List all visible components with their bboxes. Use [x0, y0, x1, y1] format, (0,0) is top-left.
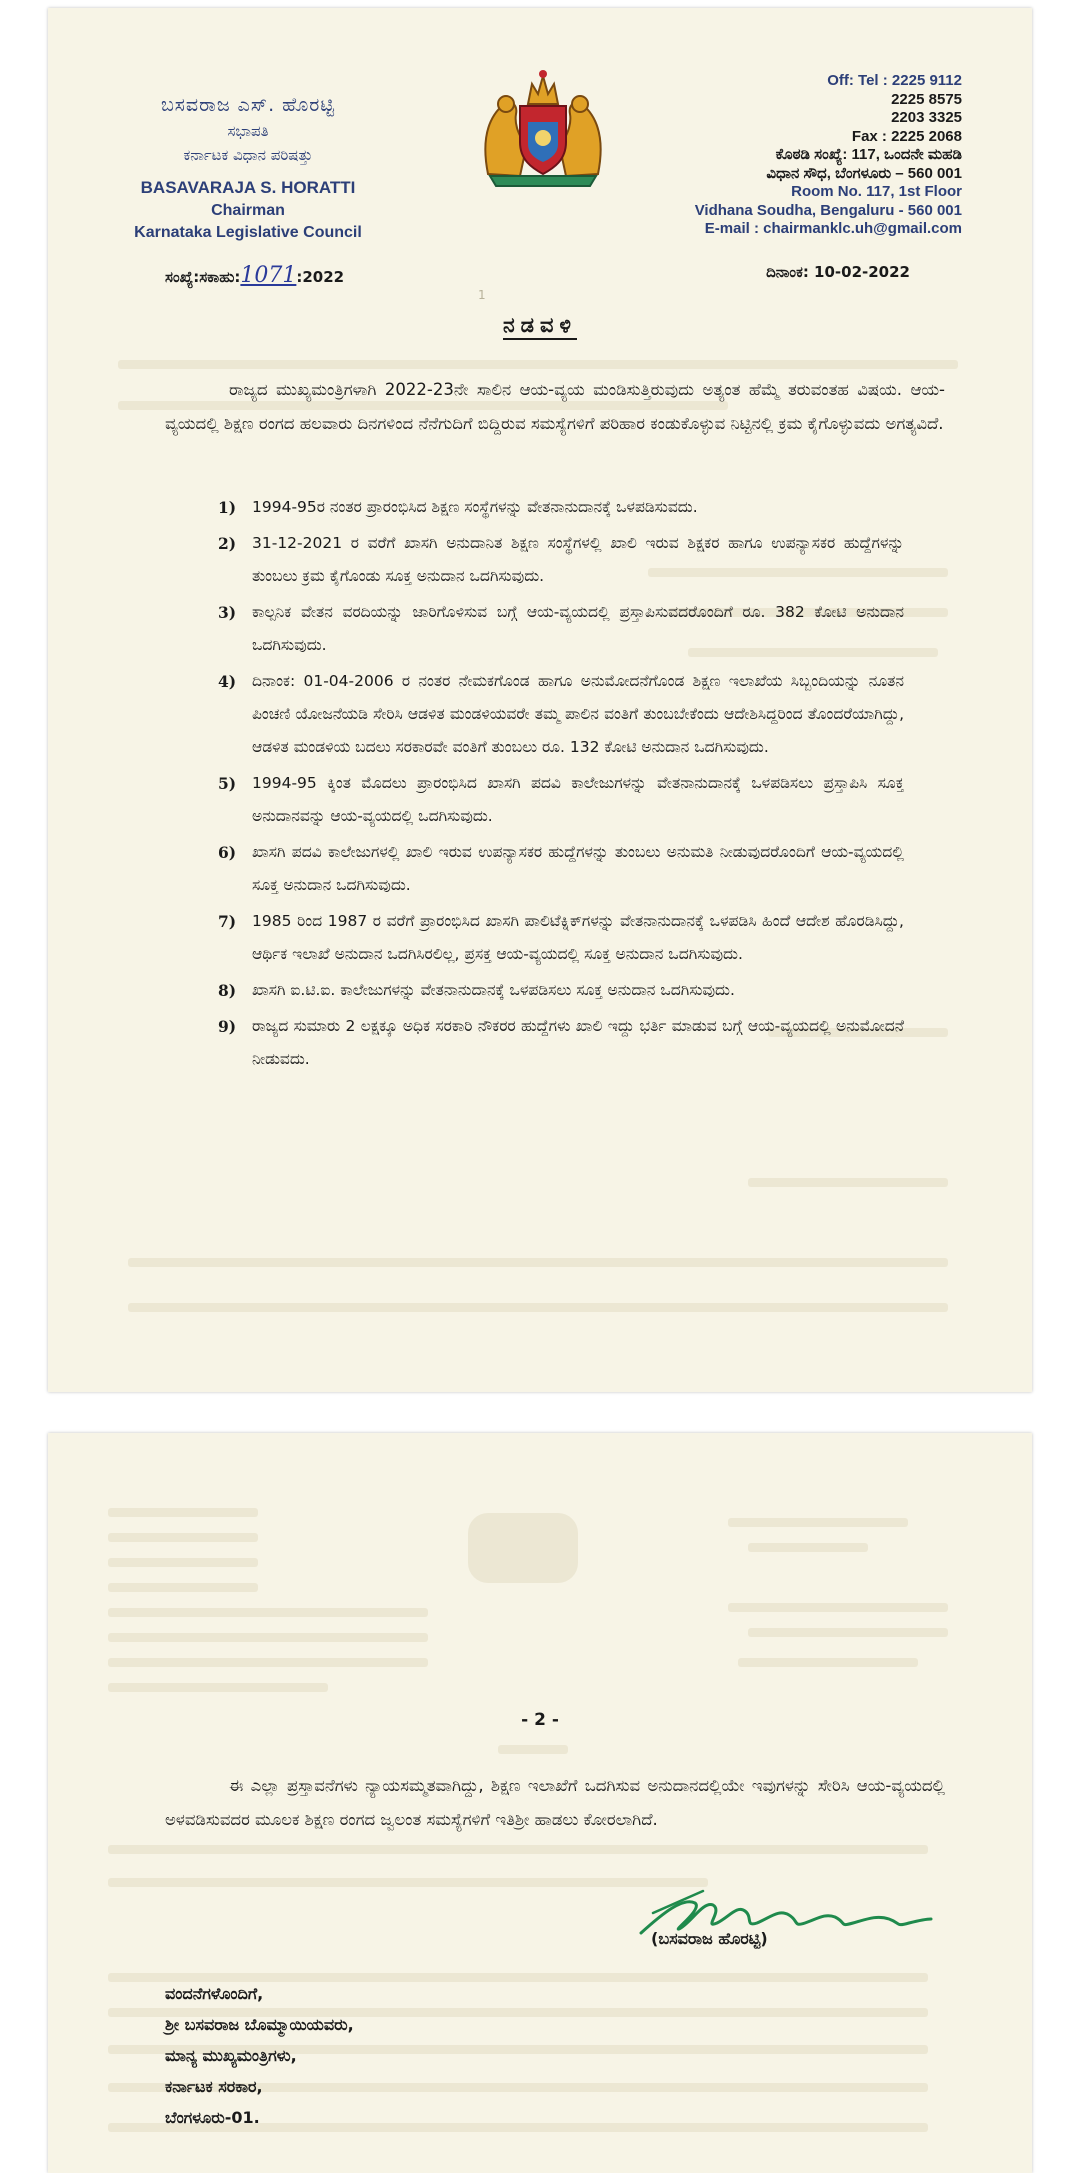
letterhead-org-kn: ಕರ್ನಾಟಕ ವಿಧಾನ ಪರಿಷತ್ತು	[183, 146, 313, 164]
office-telephone-2: 2225 8575	[891, 90, 962, 108]
page-number-1: 1	[478, 288, 486, 302]
list-item	[218, 905, 904, 971]
page-number-2: - 2 -	[521, 1710, 559, 1730]
room-en: Room No. 117, 1st Floor	[791, 183, 962, 200]
letterhead-name-en: BASAVARAJA S. HORATTI	[140, 178, 356, 197]
list-item-text: 1994-95ರ ನಂತರ ಪ್ರಾರಂಭಿಸಿದ ಶಿಕ್ಷಣ ಸಂಸ್ಥೆಗಳನ್ನು ವೇತನಾನುದಾನಕ್ಕೆ ಒಳಪಡಿಸುವದು.	[252, 498, 698, 516]
list-item-text: ರಾಜ್ಯದ ಸುಮಾರು 2 ಲಕ್ಷಕ್ಕೂ ಅಧಿಕ ಸರಕಾರಿ ನೌಕರರ ಹುದ್ದೆಗಳು ಖಾಲಿ ಇದ್ದು ಭರ್ತಿ ಮಾಡುವ ಬಗ್ಗೆ ಆಯ-ವ್ಯಯದಲ್ಲಿ ಅನುಮೋದನೆ ನೀಡುವದು.	[252, 1017, 904, 1068]
office-telephone-3: 2203 3325	[891, 109, 962, 126]
demand-list	[218, 491, 904, 1079]
letter-page-2	[48, 1433, 1032, 2173]
list-item-text: 1994-95 ಕ್ಕಿಂತ ಮೊದಲು ಪ್ರಾರಂಭಿಸಿದ ಖಾಸಗಿ ಪದವಿ ಕಾಲೇಜುಗಳನ್ನು ವೇತನಾನುದಾನಕ್ಕೆ ಒಳಪಡಿಸಲು ಪ್ರಸ್ತಾಪಿಸಿ ಸೂಕ್ತ ಅನುದಾನವನ್ನು ಆಯ-ವ್ಯಯದಲ್ಲಿ ಒದಗಿಸುವುದು.	[252, 774, 904, 825]
list-item	[218, 596, 904, 662]
reference-date: ದಿನಾಂಕ: 10-02-2022	[766, 263, 910, 281]
addressee-line: ಮಾನ್ಯ ಮುಖ್ಯಮಂತ್ರಿಗಳು,	[165, 2046, 297, 2065]
list-item-number: 6)	[218, 843, 237, 862]
list-item-number: 9)	[218, 1017, 237, 1036]
list-item	[218, 491, 904, 524]
list-item	[218, 974, 904, 1007]
addressee-line: ಶ್ರೀ ಬಸವರಾಜ ಬೊಮ್ಮಾಯಿಯವರು,	[165, 2015, 354, 2034]
list-item-number: 2)	[218, 534, 237, 553]
list-item-number: 1)	[218, 498, 237, 517]
closing-paragraph: ಈ ಎಲ್ಲಾ ಪ್ರಸ್ತಾವನೆಗಳು ನ್ಯಾಯಸಮ್ಮತವಾಗಿದ್ದು, ಶಿಕ್ಷಣ ಇಲಾಖೆಗೆ ಒದಗಿಸುವ ಅನುದಾನದಲ್ಲಿಯೇ ಇವುಗಳನ್ನು ಸೇರಿಸಿ ಆಯ-ವ್ಯಯದಲ್ಲಿ ಅಳವಡಿಸುವದರ ಮೂಲಕ ಶಿಕ್ಷಣ ರಂಗದ ಜ್ವಲಂತ ಸಮಸ್ಯೆಗಳಿಗೆ ಇತಿಶ್ರೀ ಹಾಡಲು ಕೋರಲಾಗಿದೆ.	[165, 1776, 945, 1829]
list-item	[218, 527, 904, 593]
list-item-number: 4)	[218, 672, 237, 691]
list-item-number: 8)	[218, 981, 237, 1000]
letterhead-role-kn: ಸಭಾಪತಿ	[227, 122, 269, 140]
signer-name: (ಬಸವರಾಜ ಹೊರಟ್ಟಿ)	[651, 1929, 768, 1948]
reference-year: :2022	[296, 268, 345, 286]
list-item-text: 1985 ರಿಂದ 1987 ರ ವರೆಗೆ ಪ್ರಾರಂಭಿಸಿದ ಖಾಸಗಿ ಪಾಲಿಟೆಕ್ನಿಕ್‌ಗಳನ್ನು ವೇತನಾನುದಾನಕ್ಕೆ ಒಳಪಡಿಸಿ ಹಿಂದೆ ಆದೇಶ ಹೊರಡಿಸಿದ್ದು, ಆರ್ಥಿಕ ಇಲಾಖೆ ಅನುದಾನ ಒದಗಿಸಿರಲಿಲ್ಲ, ಪ್ರಸಕ್ತ ಆಯ-ವ್ಯಯದಲ್ಲಿ ಸೂಕ್ತ ಅನುದಾನ ಒದಗಿಸುವುದು.	[252, 912, 904, 963]
address-en: Vidhana Soudha, Bengaluru - 560 001	[694, 201, 962, 219]
list-item-text: ದಿನಾಂಕ: 01-04-2006 ರ ನಂತರ ನೇಮಕಗೊಂಡ ಹಾಗೂ ಅನುಮೋದನೆಗೊಂಡ ಶಿಕ್ಷಣ ಇಲಾಖೆಯ ಸಿಬ್ಬಂದಿಯನ್ನು ನೂತನ ಪಿಂಚಣಿ ಯೋಜನೆಯಡಿ ಸೇರಿಸಿ ಆಡಳಿತ ಮಂಡಳಿಯವರೇ ತಮ್ಮ ಪಾಲಿನ ವಂತಿಗೆ ತುಂಬಬೇಕೆಂದು ಆದೇಶಿಸಿದ್ದರಿಂದ ತೊಂದರೆಯಾಗಿದ್ದು, ಆಡಳಿತ ಮಂಡಳಿಯ ಬದಲು ಸರಕಾರವೇ ವಂತಿಗೆ ತುಂಬಲು ರೂ. 132 ಕೋಟಿ ಅನುದಾನ ಒದಗಿಸುವುದು.	[252, 672, 904, 756]
reference-number	[165, 263, 344, 288]
list-item-number: 7)	[218, 912, 237, 931]
letterhead-left	[98, 94, 398, 242]
list-item	[218, 767, 904, 833]
email-address: E-mail : chairmanklc.uh@gmail.com	[704, 220, 962, 237]
letter-page-1	[48, 8, 1032, 1392]
list-item	[218, 1010, 904, 1076]
document-heading-text: ನಡವಳಿ	[503, 313, 577, 340]
list-item-number: 5)	[218, 774, 237, 793]
intro-paragraph: ರಾಜ್ಯದ ಮುಖ್ಯಮಂತ್ರಿಗಳಾಗಿ 2022-23ನೇ ಸಾಲಿನ ಆಯ-ವ್ಯಯ ಮಂಡಿಸುತ್ತಿರುವುದು ಅತ್ಯಂತ ಹೆಮ್ಮೆ ತರುವಂತಹ ವಿಷಯ. ಆಯ-ವ್ಯಯದಲ್ಲಿ ಶಿಕ್ಷಣ ರಂಗದ ಹಲವಾರು ದಿನಗಳಿಂದ ನೆನೆಗುದಿಗೆ ಬಿದ್ದಿರುವ ಸಮಸ್ಯೆಗಳಿಗೆ ಪರಿಹಾರ ಕಂಡುಕೊಳ್ಳುವ ನಿಟ್ಟಿನಲ್ಲಿ ಕ್ರಮ ಕೈಗೊಳ್ಳುವದು ಅಗತ್ಯವಿದೆ.	[165, 380, 945, 433]
address-kn: ವಿಧಾನ ಸೌಧ, ಬೆಂಗಳೂರು – 560 001	[766, 164, 962, 182]
letterhead-role-en: Chairman	[211, 202, 285, 219]
list-item-text: 31-12-2021 ರ ವರೆಗೆ ಖಾಸಗಿ ಅನುದಾನಿತ ಶಿಕ್ಷಣ ಸಂಸ್ಥೆಗಳಲ್ಲಿ ಖಾಲಿ ಇರುವ ಶಿಕ್ಷಕರ ಹಾಗೂ ಉಪನ್ಯಾಸಕರ ಹುದ್ದೆಗಳನ್ನು ತುಂಬಲು ಕ್ರಮ ಕೈಗೊಂಡು ಸೂಕ್ತ ಅನುದಾನ ಒದಗಿಸುವುದು.	[252, 534, 904, 585]
addressee-line: ಬೆಂಗಳೂರು-01.	[165, 2108, 260, 2127]
reference-label: ಸಂಖ್ಯೆ:ಸಕಾಹು:	[165, 268, 241, 286]
addressee-line: ವಂದನೆಗಳೊಂದಿಗೆ,	[165, 1984, 264, 2003]
list-item-text: ಖಾಸಗಿ ಐ.ಟಿ.ಐ. ಕಾಲೇಜುಗಳನ್ನು ವೇತನಾನುದಾನಕ್ಕೆ ಒಳಪಡಿಸಲು ಸೂಕ್ತ ಅನುದಾನ ಒದಗಿಸುವುದು.	[252, 981, 735, 999]
list-item	[218, 836, 904, 902]
reference-handwritten-number: 1071	[240, 263, 297, 288]
office-telephone: Off: Tel : 2225 9112	[827, 72, 962, 89]
office-fax: Fax : 2225 2068	[851, 127, 962, 145]
list-item-text: ಖಾಸಗಿ ಪದವಿ ಕಾಲೇಜುಗಳಲ್ಲಿ ಖಾಲಿ ಇರುವ ಉಪನ್ಯಾಸಕರ ಹುದ್ದೆಗಳನ್ನು ತುಂಬಲು ಅನುಮತಿ ನೀಡುವುದರೊಂದಿಗೆ ಆಯ-ವ್ಯಯದಲ್ಲಿ ಸೂಕ್ತ ಅನುದಾನ ಒದಗಿಸುವುದು.	[252, 843, 904, 894]
letterhead-org-en: Karnataka Legislative Council	[134, 224, 362, 241]
list-item	[218, 665, 904, 764]
room-kn: ಕೊಠಡಿ ಸಂಖ್ಯೆ: 117, ಒಂದನೇ ಮಹಡಿ	[775, 146, 962, 163]
letterhead-right	[582, 72, 962, 239]
list-item-text: ಕಾಲ್ಪನಿಕ ವೇತನ ವರದಿಯನ್ನು ಜಾರಿಗೊಳಿಸುವ ಬಗ್ಗೆ ಆಯ-ವ್ಯಯದಲ್ಲಿ ಪ್ರಸ್ತಾಪಿಸುವದರೊಂದಿಗೆ ರೂ. 382 ಕೋಟಿ ಅನುದಾನ ಒದಗಿಸುವುದು.	[252, 603, 904, 654]
document-heading	[48, 313, 1032, 338]
list-item-number: 3)	[218, 603, 237, 622]
addressee-block	[165, 1978, 354, 2133]
letterhead-name-kn: ಬಸವರಾಜ ಎಸ್. ಹೊರಟ್ಟಿ	[160, 94, 336, 116]
addressee-line: ಕರ್ನಾಟಕ ಸರಕಾರ,	[165, 2077, 263, 2096]
